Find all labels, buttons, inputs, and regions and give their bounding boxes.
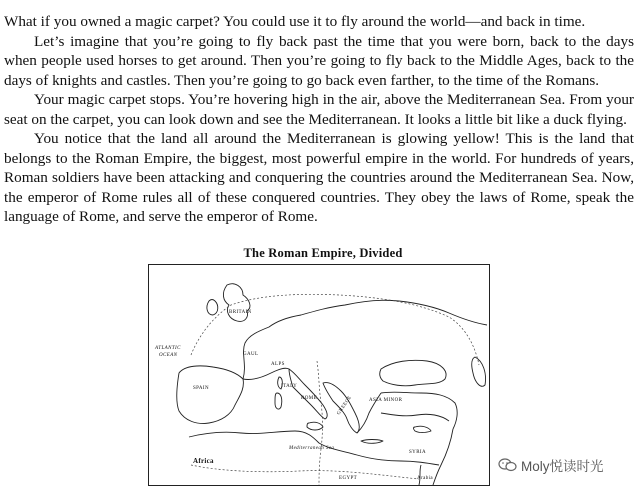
paragraph-3: Your magic carpet stops. You’re hovering high in the air, above the Mediterranean Sea. From your seat on the carpet, you can look down and see the Mediterranean. It looks a little bit like a duck flying. — [4, 91, 634, 128]
label-britain: BRITAIN — [229, 310, 252, 315]
label-greece: GREECE — [336, 395, 354, 417]
watermark — [498, 455, 604, 475]
paragraph-2: Let’s imagine that you’re going to fly back past the time that you were born, back to the days when people used horses to get around. Then you’re going to fly back to the Middle Ages, back to the days of knights and castles. Then you’re going to go back even farther, to the time of the Romans. — [4, 32, 634, 89]
iberia-land — [177, 366, 244, 424]
gaul-south — [243, 368, 289, 379]
crete-land — [361, 440, 383, 444]
frontier-south — [191, 465, 419, 479]
britain-land — [223, 284, 250, 322]
italy-land — [289, 369, 327, 419]
label-alps: ALPS — [271, 362, 285, 367]
sardinia-land — [275, 393, 282, 409]
wechat-icon — [498, 458, 518, 472]
label-gaul: GAUL — [243, 352, 259, 357]
paragraph-1: What if you owned a magic carpet? You could use it to fly around the world—and back in time. — [4, 13, 586, 30]
label-asia-minor: ASIA MINOR — [369, 398, 403, 403]
asia-minor-south — [381, 413, 449, 421]
label-italy: ITALY — [281, 384, 298, 389]
levant-coast — [433, 429, 453, 485]
figure-title: The Roman Empire, Divided — [243, 246, 403, 260]
label-atlantic-1: ATLANTIC — [155, 346, 181, 351]
empire-boundary — [191, 294, 479, 365]
label-africa: Africa — [193, 457, 214, 465]
cyprus-land — [414, 426, 432, 432]
sicily-land — [307, 422, 323, 430]
paragraph-4: You notice that the land all around the Mediterranean is glowing yellow! This is the land that belongs to the Roman Empire, the biggest, most powerful empire in the world. For hundreds of years, Roman soldiers have been attacking and conquering the countries around the Mediterranean Sea. Now, the emperor of Rome rules all of these conquered countries. They obey the laws of Rome, speak the language of Rome, and serve the emperor of Rome. — [4, 130, 634, 225]
label-rome: ROME — [301, 396, 318, 401]
europe-coast — [243, 300, 487, 379]
label-syria: SYRIA — [409, 450, 427, 455]
label-med-sea: Mediterranean Sea — [289, 446, 335, 451]
watermark-text: Moly悦读时光 — [521, 459, 604, 474]
nile — [419, 465, 421, 485]
roman-empire-map — [148, 264, 490, 486]
label-egypt: EGYPT — [339, 476, 358, 481]
black-sea — [380, 360, 446, 386]
article-text — [4, 12, 634, 227]
label-arabia: Arabia — [417, 476, 434, 481]
caspian-sea — [472, 357, 486, 386]
map-svg — [149, 265, 489, 485]
label-spain: SPAIN — [193, 386, 209, 391]
label-atlantic-2: OCEAN — [159, 353, 178, 358]
ireland-land — [207, 300, 218, 316]
